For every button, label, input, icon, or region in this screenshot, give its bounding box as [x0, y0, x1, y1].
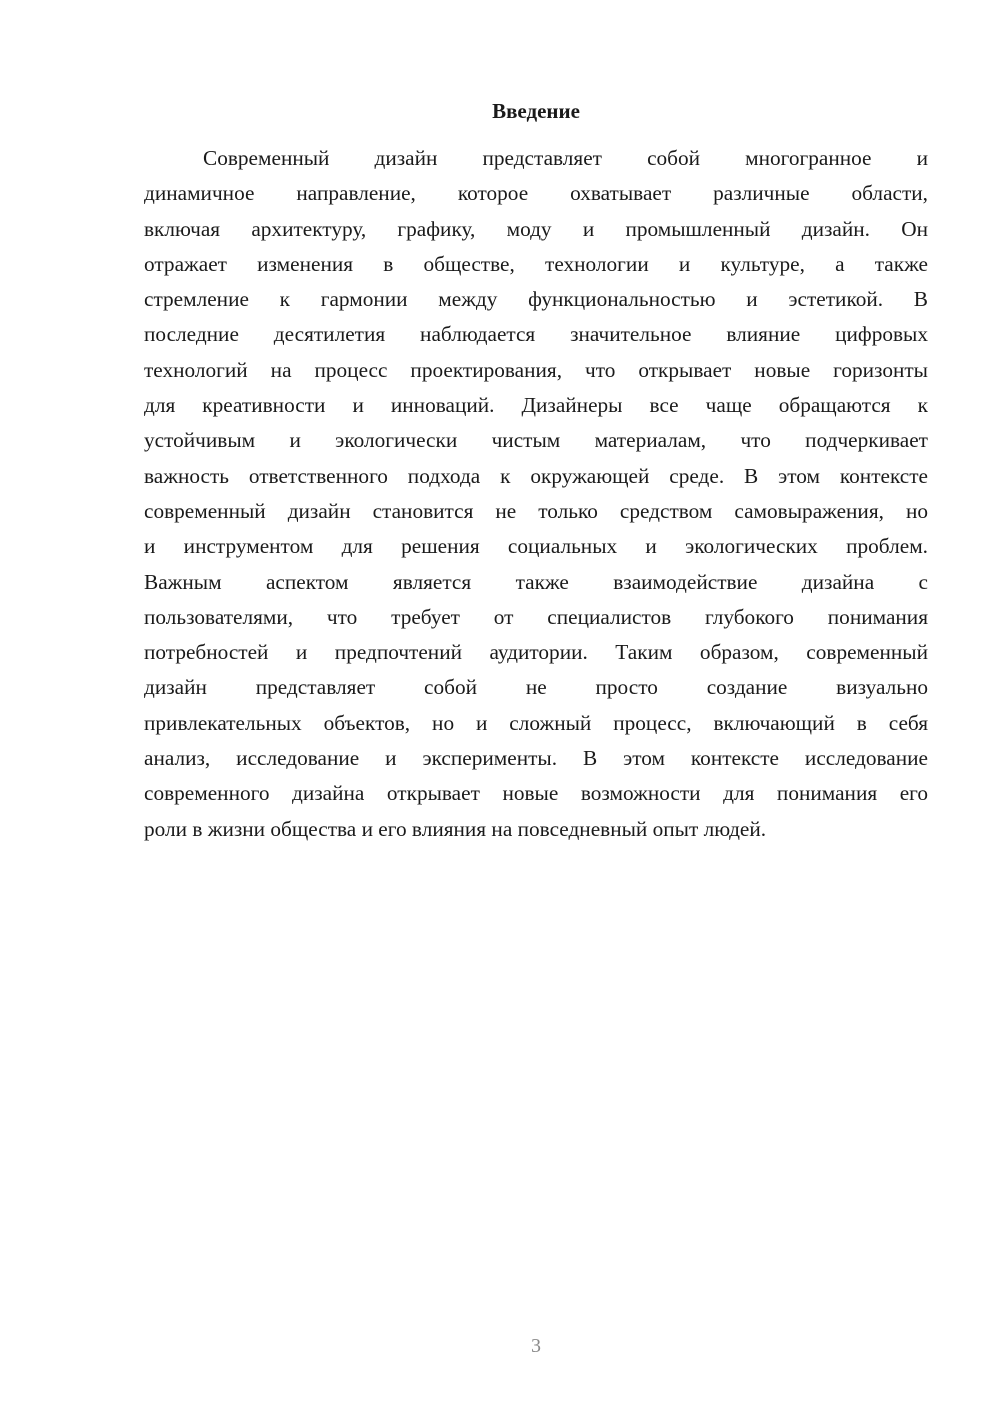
page-number: 3	[531, 1335, 541, 1357]
paragraph-line: и инструментом для решения социальных и экологических проблем.	[144, 534, 928, 559]
paragraph-line: пользователями, что требует от специалистов глубокого понимания	[144, 604, 928, 629]
body-paragraph	[144, 141, 928, 847]
paragraph-line: роли в жизни общества и его влияния на повседневный опыт людей.	[144, 816, 767, 841]
paragraph-line: динамичное направление, которое охватывает различные области,	[144, 181, 928, 206]
paragraph-line: анализ, исследование и эксперименты. В этом контексте исследование	[144, 746, 928, 771]
paragraph-line: Современный дизайн представляет собой многогранное и	[203, 146, 928, 170]
paragraph-line: Важным аспектом является также взаимодействие дизайна с	[144, 569, 928, 594]
paragraph-line: отражает изменения в обществе, технологии и культуре, а также	[144, 251, 928, 276]
paragraph-line: технологий на процесс проектирования, что открывает новые горизонты	[144, 357, 928, 382]
paragraph-line: стремление к гармонии между функциональностью и эстетикой. В	[144, 287, 928, 312]
paragraph-line: привлекательных объектов, но и сложный процесс, включающий в себя	[144, 710, 928, 735]
paragraph-line: для креативности и инноваций. Дизайнеры все чаще обращаются к	[144, 393, 928, 418]
paragraph-line: потребностей и предпочтений аудитории. Таким образом, современный	[144, 640, 928, 665]
paragraph-line: современного дизайна открывает новые возможности для понимания его	[144, 781, 928, 806]
paragraph-line: устойчивым и экологически чистым материалам, что подчеркивает	[144, 428, 928, 453]
paragraph-line: важность ответственного подхода к окружающей среде. В этом контексте	[144, 463, 928, 488]
paragraph-line: включая архитектуру, графику, моду и промышленный дизайн. Он	[144, 216, 928, 241]
paragraph-line: дизайн представляет собой не просто создание визуально	[144, 675, 928, 700]
paragraph-line: современный дизайн становится не только средством самовыражения, но	[144, 498, 928, 523]
section-heading: Введение	[492, 99, 580, 123]
paragraph-line: последние десятилетия наблюдается значительное влияние цифровых	[144, 322, 928, 347]
